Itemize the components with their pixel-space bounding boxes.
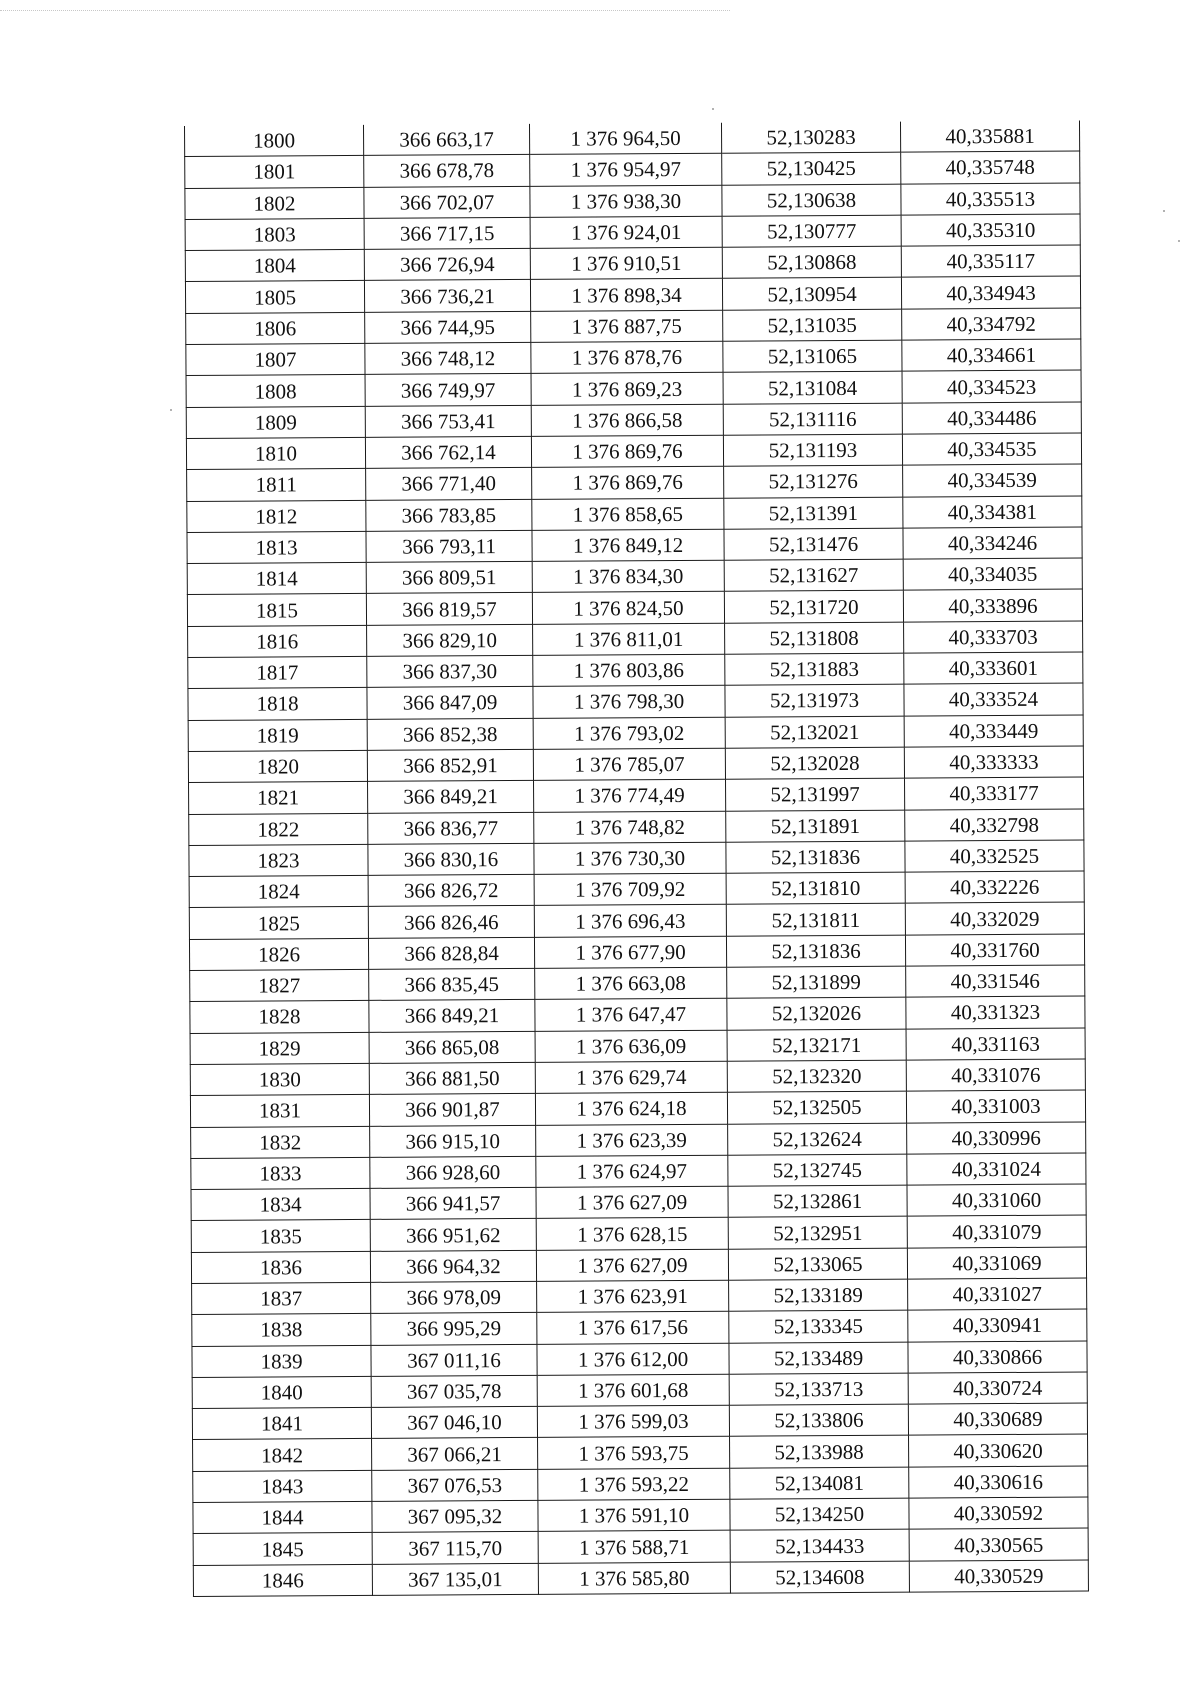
longitude-cell: 40,334381 (903, 496, 1082, 528)
x-coordinate-cell: 366 995,29 (371, 1313, 537, 1345)
point-number-cell: 1838 (192, 1314, 371, 1346)
x-coordinate-cell: 366 830,16 (368, 843, 534, 875)
x-coordinate-cell: 366 828,84 (368, 937, 534, 969)
y-coordinate-cell: 1 376 910,51 (530, 247, 722, 279)
y-coordinate-cell: 1 376 588,71 (538, 1531, 730, 1563)
table-row (193, 1497, 1088, 1534)
longitude-cell: 40,330866 (908, 1341, 1087, 1373)
longitude-cell: 40,334539 (903, 464, 1082, 496)
y-coordinate-cell: 1 376 793,02 (533, 717, 725, 749)
latitude-cell: 52,131997 (726, 778, 905, 810)
point-number-cell: 1817 (188, 656, 367, 688)
x-coordinate-cell: 367 066,21 (372, 1438, 538, 1470)
longitude-cell: 40,330620 (909, 1434, 1088, 1466)
latitude-cell: 52,131883 (725, 653, 904, 685)
y-coordinate-cell: 1 376 623,91 (537, 1280, 729, 1312)
longitude-cell: 40,331323 (906, 996, 1085, 1028)
x-coordinate-cell: 366 835,45 (369, 968, 535, 1000)
table-row (189, 902, 1084, 939)
y-coordinate-cell: 1 376 591,10 (538, 1499, 730, 1531)
x-coordinate-cell: 366 865,08 (369, 1031, 535, 1063)
table-row (192, 1309, 1087, 1346)
longitude-cell: 40,332226 (905, 871, 1084, 903)
y-coordinate-cell: 1 376 898,34 (530, 279, 722, 311)
point-number-cell: 1820 (188, 750, 367, 782)
point-number-cell: 1844 (193, 1501, 372, 1533)
point-number-cell: 1843 (193, 1470, 372, 1502)
y-coordinate-cell: 1 376 647,47 (535, 999, 727, 1031)
x-coordinate-cell: 367 035,78 (371, 1375, 537, 1407)
table-row (190, 1059, 1085, 1096)
y-coordinate-cell: 1 376 869,76 (532, 466, 724, 498)
x-coordinate-cell: 366 941,57 (370, 1187, 536, 1219)
coordinates-table-body (184, 121, 1088, 1597)
point-number-cell: 1840 (192, 1376, 371, 1408)
y-coordinate-cell: 1 376 627,09 (536, 1249, 728, 1281)
point-number-cell: 1808 (186, 375, 365, 407)
y-coordinate-cell: 1 376 866,58 (531, 404, 723, 436)
table-row (189, 871, 1084, 908)
point-number-cell: 1801 (185, 156, 364, 188)
y-coordinate-cell: 1 376 628,15 (536, 1218, 728, 1250)
latitude-cell: 52,130425 (722, 152, 901, 184)
longitude-cell: 40,331024 (907, 1153, 1086, 1185)
table-row (190, 1090, 1085, 1127)
x-coordinate-cell: 367 076,53 (372, 1469, 538, 1501)
point-number-cell: 1826 (189, 938, 368, 970)
longitude-cell: 40,330529 (909, 1560, 1088, 1592)
table-row (188, 715, 1083, 752)
table-row (185, 245, 1080, 282)
table-row (184, 121, 1079, 157)
x-coordinate-cell: 367 011,16 (371, 1344, 537, 1376)
y-coordinate-cell: 1 376 938,30 (530, 185, 722, 217)
x-coordinate-cell: 366 702,07 (364, 186, 530, 218)
scan-speck (170, 409, 172, 411)
point-number-cell: 1835 (191, 1220, 370, 1252)
point-number-cell: 1806 (186, 312, 365, 344)
longitude-cell: 40,331760 (905, 934, 1084, 966)
latitude-cell: 52,131899 (727, 966, 906, 998)
scan-speck (1178, 240, 1180, 242)
latitude-cell: 52,131836 (726, 935, 905, 967)
latitude-cell: 52,133345 (729, 1310, 908, 1342)
x-coordinate-cell: 366 901,87 (369, 1094, 535, 1126)
table-row (189, 777, 1084, 814)
y-coordinate-cell: 1 376 748,82 (534, 811, 726, 843)
x-coordinate-cell: 366 726,94 (364, 249, 530, 281)
x-coordinate-cell: 366 736,21 (364, 280, 530, 312)
longitude-cell: 40,335117 (901, 245, 1080, 277)
point-number-cell: 1805 (185, 281, 364, 313)
point-number-cell: 1832 (191, 1126, 370, 1158)
point-number-cell: 1819 (188, 719, 367, 751)
point-number-cell: 1827 (190, 969, 369, 1001)
x-coordinate-cell: 366 915,10 (370, 1125, 536, 1157)
latitude-cell: 52,134250 (730, 1498, 909, 1530)
table-row (191, 1247, 1086, 1284)
latitude-cell: 52,131720 (724, 591, 903, 623)
latitude-cell: 52,132861 (728, 1185, 907, 1217)
point-number-cell: 1825 (189, 907, 368, 939)
table-row (192, 1372, 1087, 1409)
point-number-cell: 1810 (186, 437, 365, 469)
y-coordinate-cell: 1 376 677,90 (534, 936, 726, 968)
y-coordinate-cell: 1 376 593,75 (538, 1437, 730, 1469)
longitude-cell: 40,334535 (902, 433, 1081, 465)
table-row (191, 1122, 1086, 1159)
x-coordinate-cell: 366 748,12 (365, 342, 531, 374)
latitude-cell: 52,134608 (730, 1561, 909, 1593)
longitude-cell: 40,331069 (907, 1247, 1086, 1279)
longitude-cell: 40,335881 (900, 121, 1079, 153)
y-coordinate-cell: 1 376 730,30 (534, 842, 726, 874)
y-coordinate-cell: 1 376 593,22 (538, 1468, 730, 1500)
y-coordinate-cell: 1 376 627,09 (536, 1186, 728, 1218)
table-row (187, 496, 1082, 533)
table-row (192, 1403, 1087, 1440)
point-number-cell: 1824 (189, 876, 368, 908)
y-coordinate-cell: 1 376 585,80 (538, 1562, 730, 1594)
table-row (187, 464, 1082, 501)
table-row (193, 1434, 1088, 1471)
latitude-cell: 52,133065 (728, 1248, 907, 1280)
x-coordinate-cell: 366 837,30 (367, 655, 533, 687)
latitude-cell: 52,131116 (723, 403, 902, 435)
y-coordinate-cell: 1 376 629,74 (535, 1061, 727, 1093)
table-row (189, 809, 1084, 846)
point-number-cell: 1811 (187, 469, 366, 501)
point-number-cell: 1828 (190, 1001, 369, 1033)
table-row (186, 308, 1081, 345)
longitude-cell: 40,331546 (906, 965, 1085, 997)
x-coordinate-cell: 366 783,85 (366, 499, 532, 531)
y-coordinate-cell: 1 376 612,00 (537, 1343, 729, 1375)
longitude-cell: 40,331076 (906, 1059, 1085, 1091)
x-coordinate-cell: 367 046,10 (371, 1407, 537, 1439)
longitude-cell: 40,330592 (909, 1497, 1088, 1529)
coordinates-table (184, 121, 1089, 1597)
latitude-cell: 52,131808 (725, 622, 904, 654)
longitude-cell: 40,334035 (903, 558, 1082, 590)
latitude-cell: 52,132745 (728, 1154, 907, 1186)
table-row (190, 996, 1085, 1033)
table-row (185, 277, 1080, 314)
longitude-cell: 40,330996 (907, 1122, 1086, 1154)
y-coordinate-cell: 1 376 964,50 (529, 123, 721, 155)
y-coordinate-cell: 1 376 824,50 (532, 592, 724, 624)
y-coordinate-cell: 1 376 785,07 (533, 748, 725, 780)
point-number-cell: 1845 (193, 1533, 372, 1565)
point-number-cell: 1841 (192, 1408, 371, 1440)
point-number-cell: 1839 (192, 1345, 371, 1377)
latitude-cell: 52,130283 (721, 122, 900, 154)
x-coordinate-cell: 366 849,21 (369, 1000, 535, 1032)
x-coordinate-cell: 366 849,21 (368, 781, 534, 813)
table-row (187, 527, 1082, 564)
table-row (193, 1466, 1088, 1503)
table-row (186, 433, 1081, 470)
latitude-cell: 52,132320 (727, 1060, 906, 1092)
latitude-cell: 52,132021 (725, 716, 904, 748)
latitude-cell: 52,133988 (730, 1436, 909, 1468)
point-number-cell: 1807 (186, 343, 365, 375)
table-row (186, 402, 1081, 439)
point-number-cell: 1836 (191, 1251, 370, 1283)
y-coordinate-cell: 1 376 624,97 (536, 1155, 728, 1187)
table-row (188, 652, 1083, 689)
longitude-cell: 40,332029 (905, 902, 1084, 934)
x-coordinate-cell: 366 852,38 (367, 718, 533, 750)
y-coordinate-cell: 1 376 663,08 (535, 967, 727, 999)
latitude-cell: 52,131065 (723, 340, 902, 372)
table-row (193, 1560, 1088, 1597)
x-coordinate-cell: 366 744,95 (365, 311, 531, 343)
point-number-cell: 1814 (187, 563, 366, 595)
y-coordinate-cell: 1 376 924,01 (530, 216, 722, 248)
point-number-cell: 1804 (185, 250, 364, 282)
y-coordinate-cell: 1 376 954,97 (530, 154, 722, 186)
point-number-cell: 1816 (188, 625, 367, 657)
y-coordinate-cell: 1 376 858,65 (532, 498, 724, 530)
x-coordinate-cell: 366 881,50 (369, 1062, 535, 1094)
longitude-cell: 40,330565 (909, 1528, 1088, 1560)
longitude-cell: 40,331003 (906, 1090, 1085, 1122)
longitude-cell: 40,331060 (907, 1184, 1086, 1216)
x-coordinate-cell: 366 826,72 (368, 875, 534, 907)
x-coordinate-cell: 366 678,78 (364, 155, 530, 187)
point-number-cell: 1846 (193, 1564, 372, 1596)
table-row (192, 1278, 1087, 1315)
latitude-cell: 52,132026 (727, 997, 906, 1029)
longitude-cell: 40,334943 (901, 277, 1080, 309)
latitude-cell: 52,130954 (722, 278, 901, 310)
longitude-cell: 40,330724 (908, 1372, 1087, 1404)
y-coordinate-cell: 1 376 798,30 (533, 686, 725, 718)
point-number-cell: 1829 (190, 1032, 369, 1064)
longitude-cell: 40,333601 (904, 652, 1083, 684)
x-coordinate-cell: 366 928,60 (370, 1156, 536, 1188)
x-coordinate-cell: 366 753,41 (365, 405, 531, 437)
y-coordinate-cell: 1 376 709,92 (534, 873, 726, 905)
table-row (185, 214, 1080, 251)
latitude-cell: 52,131391 (724, 497, 903, 529)
longitude-cell: 40,334661 (902, 339, 1081, 371)
longitude-cell: 40,333333 (904, 746, 1083, 778)
longitude-cell: 40,332525 (905, 840, 1084, 872)
y-coordinate-cell: 1 376 887,75 (531, 310, 723, 342)
longitude-cell: 40,335513 (901, 183, 1080, 215)
latitude-cell: 52,131476 (724, 528, 903, 560)
point-number-cell: 1821 (189, 782, 368, 814)
x-coordinate-cell: 366 762,14 (365, 436, 531, 468)
latitude-cell: 52,130868 (722, 246, 901, 278)
table-row (189, 840, 1084, 877)
table-row (190, 965, 1085, 1002)
table-row (191, 1184, 1086, 1221)
x-coordinate-cell: 366 978,09 (371, 1281, 537, 1313)
latitude-cell: 52,130638 (722, 184, 901, 216)
point-number-cell: 1803 (185, 218, 364, 250)
point-number-cell: 1815 (187, 594, 366, 626)
longitude-cell: 40,330941 (908, 1309, 1087, 1341)
table-row (190, 1028, 1085, 1065)
x-coordinate-cell: 367 115,70 (372, 1532, 538, 1564)
longitude-cell: 40,330689 (908, 1403, 1087, 1435)
x-coordinate-cell: 366 829,10 (367, 624, 533, 656)
point-number-cell: 1834 (191, 1188, 370, 1220)
y-coordinate-cell: 1 376 599,03 (537, 1405, 729, 1437)
latitude-cell: 52,131193 (723, 434, 902, 466)
y-coordinate-cell: 1 376 803,86 (533, 654, 725, 686)
latitude-cell: 52,132951 (728, 1216, 907, 1248)
table-row (191, 1215, 1086, 1252)
table-row (191, 1153, 1086, 1190)
latitude-cell: 52,133806 (729, 1404, 908, 1436)
latitude-cell: 52,131627 (724, 559, 903, 591)
longitude-cell: 40,330616 (909, 1466, 1088, 1498)
x-coordinate-cell: 366 663,17 (363, 124, 529, 156)
x-coordinate-cell: 366 809,51 (366, 562, 532, 594)
y-coordinate-cell: 1 376 624,18 (535, 1092, 727, 1124)
table-row (193, 1528, 1088, 1565)
y-coordinate-cell: 1 376 834,30 (532, 560, 724, 592)
longitude-cell: 40,331163 (906, 1028, 1085, 1060)
y-coordinate-cell: 1 376 869,23 (531, 373, 723, 405)
longitude-cell: 40,331079 (907, 1215, 1086, 1247)
table-row (185, 183, 1080, 220)
table-row (188, 683, 1083, 720)
latitude-cell: 52,131836 (726, 841, 905, 873)
x-coordinate-cell: 366 717,15 (364, 217, 530, 249)
latitude-cell: 52,133489 (729, 1342, 908, 1374)
point-number-cell: 1822 (189, 813, 368, 845)
point-number-cell: 1812 (187, 500, 366, 532)
latitude-cell: 52,134081 (730, 1467, 909, 1499)
scan-speck (1163, 210, 1165, 212)
x-coordinate-cell: 366 951,62 (370, 1219, 536, 1251)
table-row (188, 746, 1083, 783)
x-coordinate-cell: 366 793,11 (366, 530, 532, 562)
scan-edge-line (0, 10, 730, 11)
latitude-cell: 52,134433 (730, 1529, 909, 1561)
longitude-cell: 40,333896 (903, 589, 1082, 621)
longitude-cell: 40,334792 (902, 308, 1081, 340)
longitude-cell: 40,333177 (904, 777, 1083, 809)
table-row (187, 589, 1082, 626)
x-coordinate-cell: 366 826,46 (368, 906, 534, 938)
point-number-cell: 1809 (186, 406, 365, 438)
latitude-cell: 52,133713 (729, 1373, 908, 1405)
longitude-cell: 40,334246 (903, 527, 1082, 559)
latitude-cell: 52,130777 (722, 215, 901, 247)
y-coordinate-cell: 1 376 617,56 (537, 1311, 729, 1343)
point-number-cell: 1800 (184, 125, 363, 157)
table-row (188, 621, 1083, 658)
longitude-cell: 40,335310 (901, 214, 1080, 246)
longitude-cell: 40,333524 (904, 683, 1083, 715)
latitude-cell: 52,132171 (727, 1029, 906, 1061)
latitude-cell: 52,132624 (728, 1123, 907, 1155)
scan-speck (712, 108, 714, 110)
point-number-cell: 1842 (193, 1439, 372, 1471)
table-row (189, 934, 1084, 971)
longitude-cell: 40,332798 (905, 809, 1084, 841)
y-coordinate-cell: 1 376 696,43 (534, 905, 726, 937)
y-coordinate-cell: 1 376 869,76 (531, 435, 723, 467)
latitude-cell: 52,132028 (725, 747, 904, 779)
table-row (192, 1341, 1087, 1378)
point-number-cell: 1802 (185, 187, 364, 219)
x-coordinate-cell: 366 847,09 (367, 687, 533, 719)
x-coordinate-cell: 366 836,77 (368, 812, 534, 844)
x-coordinate-cell: 366 964,32 (370, 1250, 536, 1282)
x-coordinate-cell: 367 135,01 (372, 1563, 538, 1595)
point-number-cell: 1818 (188, 688, 367, 720)
y-coordinate-cell: 1 376 811,01 (533, 623, 725, 655)
point-number-cell: 1830 (190, 1063, 369, 1095)
point-number-cell: 1837 (192, 1282, 371, 1314)
latitude-cell: 52,131276 (724, 465, 903, 497)
longitude-cell: 40,334523 (902, 370, 1081, 402)
longitude-cell: 40,333449 (904, 715, 1083, 747)
x-coordinate-cell: 366 819,57 (366, 593, 532, 625)
x-coordinate-cell: 366 852,91 (367, 749, 533, 781)
x-coordinate-cell: 366 749,97 (365, 374, 531, 406)
point-number-cell: 1831 (190, 1095, 369, 1127)
latitude-cell: 52,131035 (723, 309, 902, 341)
y-coordinate-cell: 1 376 774,49 (534, 779, 726, 811)
table-row (185, 151, 1080, 188)
latitude-cell: 52,131811 (726, 904, 905, 936)
longitude-cell: 40,331027 (908, 1278, 1087, 1310)
latitude-cell: 52,132505 (727, 1091, 906, 1123)
x-coordinate-cell: 366 771,40 (366, 468, 532, 500)
y-coordinate-cell: 1 376 636,09 (535, 1030, 727, 1062)
longitude-cell: 40,335748 (901, 151, 1080, 183)
x-coordinate-cell: 367 095,32 (372, 1500, 538, 1532)
y-coordinate-cell: 1 376 623,39 (536, 1124, 728, 1156)
latitude-cell: 52,133189 (729, 1279, 908, 1311)
y-coordinate-cell: 1 376 849,12 (532, 529, 724, 561)
y-coordinate-cell: 1 376 878,76 (531, 341, 723, 373)
latitude-cell: 52,131810 (726, 872, 905, 904)
table-row (186, 370, 1081, 407)
latitude-cell: 52,131084 (723, 371, 902, 403)
longitude-cell: 40,334486 (902, 402, 1081, 434)
table-row (187, 558, 1082, 595)
table-row (186, 339, 1081, 376)
y-coordinate-cell: 1 376 601,68 (537, 1374, 729, 1406)
longitude-cell: 40,333703 (904, 621, 1083, 653)
latitude-cell: 52,131891 (726, 810, 905, 842)
latitude-cell: 52,131973 (725, 684, 904, 716)
point-number-cell: 1823 (189, 844, 368, 876)
point-number-cell: 1813 (187, 531, 366, 563)
point-number-cell: 1833 (191, 1157, 370, 1189)
